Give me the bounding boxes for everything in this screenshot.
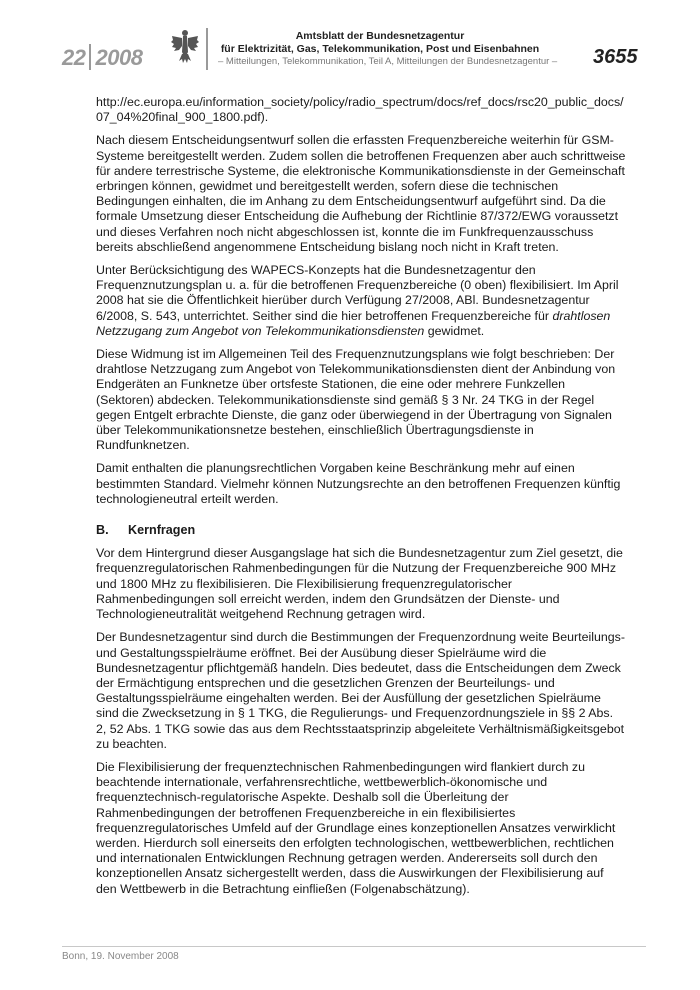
issue-year: 2008	[95, 45, 143, 70]
paragraph: Vor dem Hintergrund dieser Ausgangslage hat sich die Bundesnetzagentur zum Ziel gesetzt, die frequenzregulatorischen Rahmenbedingungen für die Nutzung der Frequenzbereiche 900 MHz und 1800 MHz zu flexibilisieren. Die Flexibilisierung frequenzregulatorischer Rahmenbedingungen soll erreicht werden, indem den Grundsätzen der Dienste- und Technologieneutralität weitgehend Rechnung getragen wird.	[96, 546, 623, 622]
journal-title	[220, 30, 540, 56]
journal-title-line1: Amtsblatt der Bundesnetzagentur	[295, 30, 465, 42]
reference-url: http://ec.europa.eu/information_society/policy/radio_spectrum/docs/ref_docs/rsc20_public_docs/07_04%20final_900_1800.pdf).	[96, 95, 624, 125]
journal-title-line2: für Elektrizität, Gas, Telekommunikation, Post und Eisenbahnen	[220, 43, 540, 55]
paragraph-text: Unter Berücksichtigung des WAPECS-Konzepts hat die Bundesnetzagentur den Frequenznutzungsplan u. a. für die betroffenen Frequenzbereiche (0 oben) flexibilisiert. Im April 2008 hat sie die Öffentlichkeit hierüber durch Verfügung 27/2008, ABl. Bundesnetzagentur 6/2008, S. 543, unterrichtet. Seither sind die hier betroffenen Frequenzbereiche für	[96, 263, 619, 323]
section-number: B.	[96, 523, 109, 538]
footer-divider	[62, 946, 646, 947]
issue-number: 22	[62, 45, 86, 70]
page-header	[0, 0, 700, 80]
paragraph: Diese Widmung ist im Allgemeinen Teil des Frequenznutzungsplans wie folgt beschrieben: Der drahtlose Netzzugang zum Angebot von Telekommunikationsdiensten dient der Anbindung von Endgeräten an Funknetze über ortsfeste Stationen, die eine oder mehrere Funkzellen (Sektoren) abdecken. Telekommunikationsdienste sind gemäß § 3 Nr. 24 TKG in der Regel gegen Entgelt erbrachte Dienste, die ganz oder überwiegend in der Übertragung von Signalen über Telekommunikationsnetze bestehen, einschließlich Übertragungsdienste in Rundfunknetzen.	[96, 347, 616, 453]
issue-label	[62, 44, 142, 71]
emphasis-text: drahtlosen Netzzugang zum Angebot von Telekommunikationsdiensten	[96, 308, 611, 338]
paragraph: Die Flexibilisierung der frequenztechnischen Rahmenbedingungen wird flankiert durch zu beachtende internationale, verfahrensrechtliche, wettbewerblich-ökonomische und frequenztechnisch-regulatorische Aspekte. Deshalb soll die Überleitung der Rahmenbedingungen der betroffenen Frequenzbereiche in ein flexibilisiertes frequenzregulatorisches Umfeld auf der Grundlage eines konzeptionellen Ansatzes verwirklicht werden. Hierdurch soll einerseits den erfolgten technologischen, wettbewerblichen, rechtlichen und internationalen Entwicklungen Rechnung getragen werden. Andererseits soll durch den konzeptionellen Ansatz sichergestellt werden, dass die Auswirkungen der Flexibilisierung auf den Wettbewerb in die Betrachtung einfließen (Folgenabschätzung).	[96, 759, 616, 896]
footer-place-date: Bonn, 19. November 2008	[62, 951, 179, 962]
issue-separator	[89, 44, 91, 70]
paragraph: Der Bundesnetzagentur sind durch die Bestimmungen der Frequenzordnung weite Beurteilungs- und Gestaltungsspielräume eröffnet. Bei der Ausübung dieser Spielräume wird die Bundesnetzagentur pflichtgemäß handeln. Dies bedeutet, dass die Entscheidungen dem Zweck der Ermächtigung entsprechen und die gesetzlichen Grenzen der Beurteilungs- und Gestaltungsspielräume eingehalten werden. Bei der Ausfüllung der gesetzlichen Spielräume sind die Zwecksetzung in § 1 TKG, die Regulierungs- und Frequenzordnungsziele in §§ 2 Abs. 2, 52 Abs. 1 TKG sowie das aus dem Rechtsstaatsprinzip abgeleitete Verhältnismäßigkeitsgebot zu beachten.	[96, 630, 625, 751]
document-body	[96, 95, 626, 905]
page-number: 3655	[593, 46, 638, 68]
federal-eagle-icon	[170, 28, 200, 68]
paragraph	[96, 263, 626, 339]
paragraph: Nach diesem Entscheidungsentwurf sollen die erfassten Frequenzbereiche weiterhin für GSM-Systeme bereitgestellt werden. Zudem sollen die betroffenen Frequenzen aber auch schrittweise für andere terrestrische Systeme, die elektronische Kommunikationsdienste in der Gemeinschaft erbringen können, gewidmet und bereitgestellt werden, sofern diese die technischen Bedingungen einhalten, die im Anhang zu dem Entscheidungsentwurf aufgeführt sind. Da die formale Umsetzung dieser Entscheidung die Aufhebung der Richtlinie 87/372/EWG voraussetzt und dieses Verfahren noch nicht abgeschlossen ist, konnte die im Funkfrequenzausschuss bereits abschließend angenommene Entscheidung bislang noch nicht in Kraft treten.	[96, 133, 626, 254]
journal-subtitle: – Mitteilungen, Telekommunikation, Teil A, Mitteilungen der Bundesnetzagentur –	[218, 56, 558, 67]
header-divider	[206, 28, 208, 70]
paragraph: Damit enthalten die planungsrechtlichen Vorgaben keine Beschränkung mehr auf einen bestimmten Standard. Vielmehr können Nutzungsrechte an den betroffenen Frequenzen künftig technologieneutral erteilt werden.	[96, 461, 621, 506]
paragraph-text: gewidmet.	[424, 323, 485, 338]
section-heading	[96, 523, 626, 538]
section-title: Kernfragen	[128, 523, 196, 538]
